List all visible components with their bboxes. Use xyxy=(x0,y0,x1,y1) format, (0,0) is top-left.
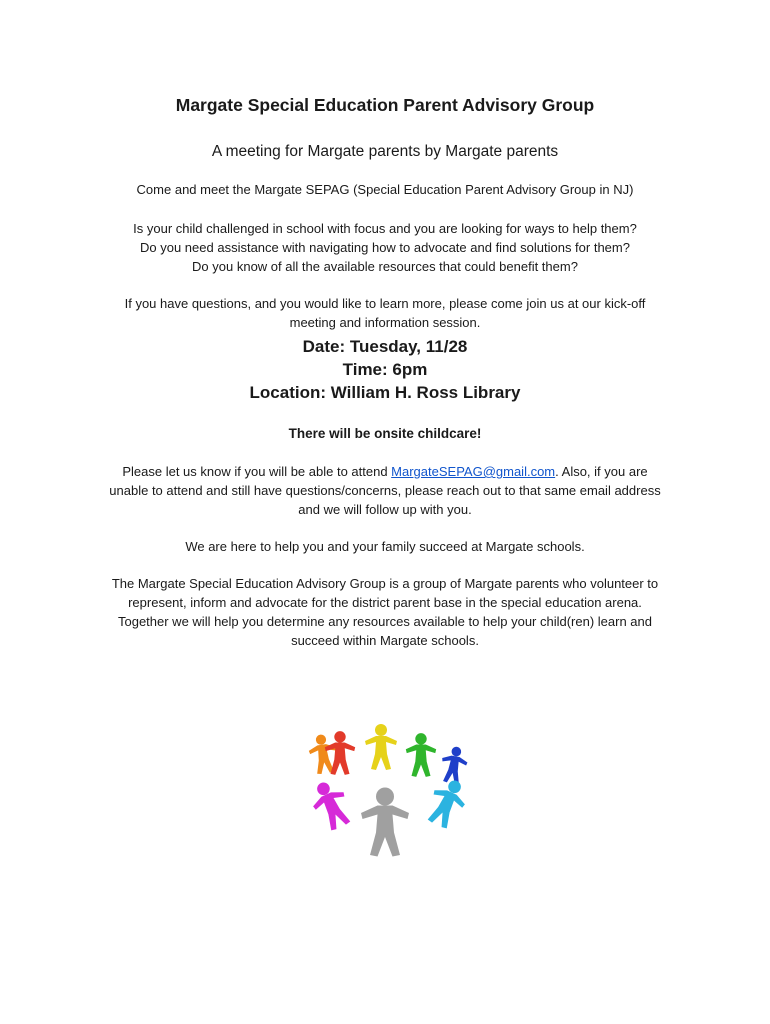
invite-paragraph xyxy=(60,294,710,332)
questions-paragraph xyxy=(60,219,710,276)
event-location: Location: William H. Ross Library xyxy=(249,383,521,402)
about-line: represent, inform and advocate for the district parent base in the special education arena. xyxy=(128,595,642,610)
question-line: Do you need assistance with navigating how to advocate and find solutions for them? xyxy=(140,240,630,255)
rsvp-line xyxy=(50,462,720,481)
invite-line: If you have questions, and you would like to learn more, please come join us at our kick-off xyxy=(124,296,646,311)
event-date: Date: Tuesday, 11/28 xyxy=(302,337,468,356)
rsvp-text-before: Please let us know if you will be able to attend xyxy=(122,464,392,479)
about-line: Together we will help you determine any resources available to help your child(ren) learn and xyxy=(117,614,652,629)
invite-line: meeting and information session. xyxy=(289,315,481,330)
help-statement: We are here to help you and your family succeed at Margate schools. xyxy=(185,539,585,554)
about-line: succeed within Margate schools. xyxy=(291,633,479,648)
person-figure xyxy=(361,788,409,857)
childcare-notice: There will be onsite childcare! xyxy=(288,426,482,441)
page-title: Margate Special Education Parent Advisory Group xyxy=(175,95,595,115)
about-paragraph xyxy=(70,574,700,650)
rsvp-line: unable to attend and still have questions/concerns, please reach out to that same email address xyxy=(109,483,661,498)
rsvp-line: and we will follow up with you. xyxy=(298,502,472,517)
about-line: The Margate Special Education Advisory Group is a group of Margate parents who volunteer to xyxy=(111,576,659,591)
question-line: Do you know of all the available resources that could benefit them? xyxy=(192,259,578,274)
people-circle-clipart xyxy=(285,720,480,865)
person-figure xyxy=(306,776,357,834)
rsvp-text-after: . Also, if you are xyxy=(555,464,648,479)
person-figure xyxy=(438,745,470,786)
intro-paragraph: Come and meet the Margate SEPAG (Special Education Parent Advisory Group in NJ) xyxy=(136,182,634,197)
event-time: Time: 6pm xyxy=(342,360,428,379)
subtitle: A meeting for Margate parents by Margate parents xyxy=(211,143,559,160)
email-link[interactable]: MargateSEPAG@gmail.com xyxy=(391,464,556,479)
person-figure xyxy=(422,774,473,832)
person-figure xyxy=(406,733,436,777)
question-line: Is your child challenged in school with focus and you are looking for ways to help them? xyxy=(133,221,637,236)
person-figure xyxy=(365,724,397,770)
rsvp-paragraph xyxy=(50,462,720,519)
